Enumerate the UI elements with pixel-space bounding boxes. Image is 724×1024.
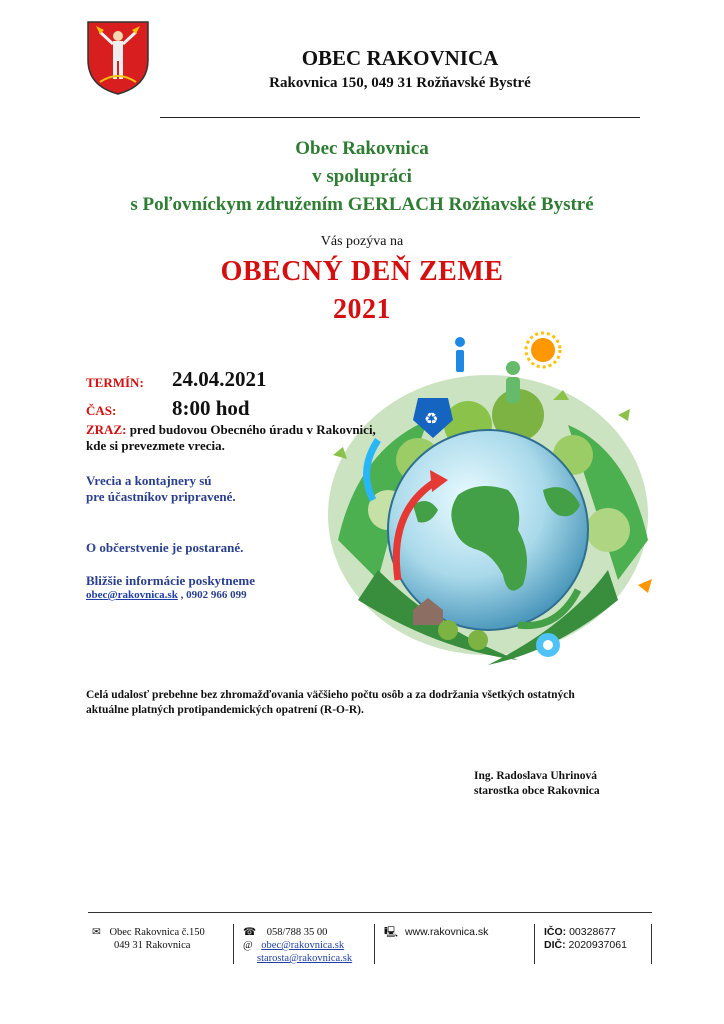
- time-value: 8:00 hod: [172, 396, 250, 420]
- header-divider: [160, 117, 640, 118]
- contact-email-link[interactable]: obec@rakovnica.sk: [86, 589, 178, 601]
- date-value: 24.04.2021: [172, 367, 267, 391]
- intro-line-1: Obec Rakovnica: [295, 138, 429, 159]
- intro-line-2: v spolupráci: [312, 166, 412, 187]
- municipality-title: OBEC RAKOVNICA: [301, 46, 499, 70]
- dic-label: DIČ:: [544, 939, 566, 951]
- notice-line-1: Celá udalosť prebehne bez zhromažďovania väčšieho počtu osôb a za dodržania všetkých ostatných: [86, 689, 575, 701]
- meeting-text: pred budovou Obecného úradu v Rakovnici,: [126, 422, 376, 437]
- bags-line-1: Vrecia a kontajnery sú: [86, 473, 212, 488]
- event-year: 2021: [333, 294, 391, 325]
- info-text: Bližšie informácie poskytneme: [86, 573, 255, 588]
- ico-value: 00328677: [569, 926, 616, 938]
- contact-phone: , 0902 966 099: [177, 589, 247, 601]
- footer-divider: [88, 912, 652, 913]
- refreshment-text: O občerstvenie je postarané.: [86, 540, 244, 555]
- at-icon: @: [243, 940, 253, 951]
- footer-address-line-2: 049 31 Rakovnica: [114, 940, 191, 951]
- meeting-text-2: kde si prevezmete vrecia.: [86, 438, 225, 453]
- footer-separator: [374, 924, 375, 964]
- footer-email-starosta-link[interactable]: starosta@rakovnica.sk: [257, 953, 353, 964]
- meeting-point: [86, 422, 416, 438]
- invite-text: Vás pozýva na: [320, 234, 404, 249]
- footer-address-line-1: Obec Rakovnica č.150: [109, 927, 205, 938]
- municipality-address: Rakovnica 150, 049 31 Rožňavské Bystré: [269, 75, 531, 91]
- phone-icon: ☎: [243, 927, 257, 938]
- footer-address: [92, 926, 205, 952]
- computer-icon: 🖳: [384, 926, 399, 938]
- footer-web-link[interactable]: www.rakovnica.sk: [404, 926, 489, 938]
- earth-illustration: [318, 330, 668, 675]
- event-title: OBECNÝ DEŇ ZEME: [220, 256, 504, 287]
- notice-line-2: aktuálne platných protipandemických opatrení (R-O-R).: [86, 704, 364, 716]
- contact-line: [86, 589, 247, 601]
- intro-line-3: s Poľovníckym združením GERLACH Rožňavské Bystré: [130, 194, 594, 215]
- footer-separator: [233, 924, 234, 964]
- footer-separator: [651, 924, 652, 964]
- ico-label: IČO:: [544, 926, 567, 938]
- meeting-label: ZRAZ:: [86, 422, 127, 437]
- footer-ids: [544, 926, 627, 952]
- signature-role: starostka obce Rakovnica: [474, 785, 600, 797]
- footer-web: [384, 926, 488, 939]
- date-label: TERMÍN:: [86, 375, 144, 390]
- svg-text:♻: ♻: [424, 409, 439, 428]
- envelope-icon: ✉: [92, 927, 101, 938]
- coat-of-arms-logo: [86, 20, 150, 96]
- footer-email-link[interactable]: obec@rakovnica.sk: [261, 940, 345, 951]
- footer-phone: 058/788 35 00: [266, 927, 328, 938]
- footer-contacts: [243, 926, 352, 965]
- signature-name: Ing. Radoslava Uhrinová: [474, 770, 598, 782]
- bags-line-2: pre účastníkov pripravené.: [86, 489, 236, 504]
- dic-value: 2020937061: [568, 939, 627, 951]
- time-label: ČAS:: [86, 403, 117, 418]
- footer-separator: [534, 924, 535, 964]
